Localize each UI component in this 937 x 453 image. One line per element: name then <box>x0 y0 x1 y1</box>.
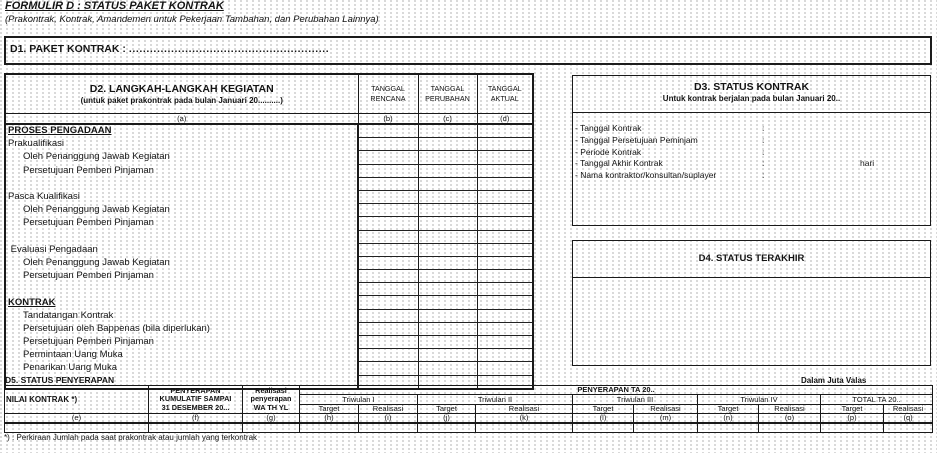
total-target-cell[interactable] <box>821 423 884 433</box>
column-code: (k) <box>476 414 573 424</box>
tanggal-aktual-cell[interactable] <box>477 177 533 190</box>
activity-row <box>5 256 533 269</box>
activity-row <box>5 309 533 322</box>
activity-label: Persetujuan Pemberi Pinjaman <box>5 336 358 349</box>
column-code: (m) <box>634 414 698 424</box>
activity-label: Evaluasi Pengadaan <box>5 243 358 256</box>
activity-label: Persetujuan Pemberi Pinjaman <box>5 217 358 230</box>
d2-title-cell <box>5 74 358 114</box>
target-header: Target <box>698 405 759 414</box>
section-label: KONTRAK <box>5 296 358 309</box>
tanggal-perubahan-cell[interactable] <box>418 164 477 177</box>
footnote: *) : Perkiraan Jumlah pada saat prakontrak atau jumlah yang terkontrak <box>4 433 258 442</box>
tanggal-perubahan-cell[interactable] <box>418 322 477 335</box>
activity-label: Penarikan Uang Muka <box>5 362 358 375</box>
tanggal-perubahan-header <box>418 74 477 114</box>
tanggal-rencana-cell[interactable] <box>358 256 418 269</box>
d5-data-row <box>5 423 933 433</box>
d1-label: D1. PAKET KONTRAK : <box>10 43 129 55</box>
field-label: - Nama kontraktor/konsultan/suplayer <box>575 170 717 181</box>
contract-field <box>575 170 925 182</box>
tanggal-rencana-cell[interactable] <box>358 362 418 375</box>
tanggal-rencana-cell[interactable] <box>358 270 418 283</box>
field-unit: hari <box>860 158 875 169</box>
header-line: PENYERAPAN <box>170 385 221 395</box>
column-code: (o) <box>759 414 821 424</box>
activity-label: Oleh Penanggung Jawab Kegiatan <box>5 256 358 269</box>
tanggal-perubahan-cell[interactable] <box>418 138 477 151</box>
d2-header-row <box>5 74 533 114</box>
d2-title: D2. LANGKAH-LANGKAH KEGIATAN <box>89 82 274 95</box>
d3-header <box>573 76 930 113</box>
field-label: - Tanggal Kontrak <box>575 123 642 133</box>
tanggal-perubahan-cell[interactable] <box>418 296 477 309</box>
tanggal-rencana-cell[interactable] <box>358 164 418 177</box>
tanggal-aktual-cell[interactable] <box>477 349 533 362</box>
triwulan-4-target-cell[interactable] <box>698 423 759 433</box>
tanggal-aktual-cell[interactable] <box>477 336 533 349</box>
form-title: FORMULIR D : STATUS PAKET KONTRAK <box>5 0 224 12</box>
activity-row <box>5 164 533 177</box>
tanggal-aktual-cell[interactable] <box>477 309 533 322</box>
d2-langkah-kegiatan-table <box>4 73 534 390</box>
tanggal-rencana-cell[interactable] <box>358 124 418 138</box>
column-code: (a) <box>5 114 358 125</box>
tanggal-aktual-cell[interactable] <box>477 204 533 217</box>
period-header: Triwulan II <box>418 395 573 405</box>
d4-header <box>573 241 930 278</box>
d4-status-terakhir-box <box>572 240 931 366</box>
tanggal-perubahan-cell[interactable] <box>418 336 477 349</box>
tanggal-perubahan-cell[interactable] <box>418 349 477 362</box>
realisasi-header: Realisasi <box>759 405 821 414</box>
header-line: TANGGAL <box>487 84 522 93</box>
column-code: (c) <box>418 114 477 125</box>
penyerapan-kumulatif-cell[interactable] <box>149 423 243 433</box>
activity-row <box>5 151 533 164</box>
d3-subtitle: Untuk kontrak berjalan pada bulan Januari 20.. <box>662 94 841 103</box>
activity-row <box>5 296 533 309</box>
tanggal-aktual-cell[interactable] <box>477 256 533 269</box>
activity-row <box>5 243 533 256</box>
tanggal-aktual-cell[interactable] <box>477 151 533 164</box>
tanggal-aktual-cell[interactable] <box>477 217 533 230</box>
penyerapan-ta-header: PENYERAPAN TA 20.. <box>300 386 933 395</box>
activity-row <box>5 349 533 362</box>
activity-label: Persetujuan Pemberi Pinjaman <box>5 270 358 283</box>
penyerapan-kumulatif-header <box>149 386 243 414</box>
tanggal-rencana-cell[interactable] <box>358 296 418 309</box>
tanggal-rencana-cell[interactable] <box>358 217 418 230</box>
column-code: (j) <box>418 414 476 424</box>
section-label: PROSES PENGADAAN <box>5 124 358 138</box>
header-line: AKTUAL <box>490 94 519 103</box>
realisasi-wa-cell[interactable] <box>243 423 300 433</box>
triwulan-3-target-cell[interactable] <box>573 423 634 433</box>
contract-field <box>575 158 925 170</box>
activity-label <box>5 283 358 296</box>
header-line: WA TH YL <box>253 402 289 412</box>
tanggal-perubahan-cell[interactable] <box>418 177 477 190</box>
tanggal-rencana-cell[interactable] <box>358 322 418 335</box>
activity-label: Persetujuan oleh Bappenas (bila diperlukan) <box>5 322 358 335</box>
activity-label: Permintaan Uang Muka <box>5 349 358 362</box>
field-value[interactable]: : <box>762 123 765 133</box>
tanggal-perubahan-cell[interactable] <box>418 243 477 256</box>
triwulan-1-realisasi-cell[interactable] <box>359 423 418 433</box>
tanggal-aktual-cell[interactable] <box>477 270 533 283</box>
field-value[interactable]: : <box>762 158 765 169</box>
activity-label: Prakualifikasi <box>5 138 358 151</box>
tanggal-aktual-header <box>477 74 533 114</box>
tanggal-perubahan-cell[interactable] <box>418 256 477 269</box>
tanggal-perubahan-cell[interactable] <box>418 204 477 217</box>
d1-paket-kontrak-box <box>4 36 932 65</box>
realisasi-header: Realisasi <box>884 405 933 414</box>
column-code: (d) <box>477 114 533 125</box>
tanggal-aktual-cell[interactable] <box>477 283 533 296</box>
activity-row <box>5 138 533 151</box>
header-line: 31 DESEMBER 20... <box>161 402 230 412</box>
period-header: Triwulan III <box>573 395 698 405</box>
tanggal-rencana-cell[interactable] <box>358 309 418 322</box>
triwulan-3-realisasi-cell[interactable] <box>634 423 698 433</box>
field-label: - Tanggal Persetujuan Peminjam <box>575 134 698 145</box>
field-value[interactable]: : <box>762 170 765 181</box>
target-header: Target <box>573 405 634 414</box>
tanggal-rencana-cell[interactable] <box>358 177 418 190</box>
tanggal-rencana-cell[interactable] <box>358 204 418 217</box>
header-line: KUMULATIF SAMPAI <box>159 394 232 404</box>
triwulan-4-realisasi-cell[interactable] <box>759 423 821 433</box>
tanggal-perubahan-cell[interactable] <box>418 283 477 296</box>
activity-row <box>5 204 533 217</box>
tanggal-rencana-cell[interactable] <box>358 230 418 243</box>
tanggal-aktual-cell[interactable] <box>477 138 533 151</box>
d2-body <box>5 124 533 389</box>
activity-label: Tandatangan Kontrak <box>5 309 358 322</box>
d1-value-field[interactable]: ......................................................... <box>128 43 330 55</box>
tanggal-rencana-cell[interactable] <box>358 349 418 362</box>
nilai-kontrak-cell[interactable] <box>5 423 149 433</box>
tanggal-aktual-cell[interactable] <box>477 124 533 138</box>
tanggal-aktual-cell[interactable] <box>477 322 533 335</box>
tanggal-rencana-cell[interactable] <box>358 151 418 164</box>
activity-row <box>5 336 533 349</box>
column-code: (n) <box>698 414 759 424</box>
realisasi-header: Realisasi <box>476 405 573 414</box>
tanggal-perubahan-cell[interactable] <box>418 230 477 243</box>
triwulan-1-target-cell[interactable] <box>300 423 359 433</box>
d5-header-row-1 <box>5 386 933 395</box>
contract-field <box>575 135 925 147</box>
tanggal-perubahan-cell[interactable] <box>418 124 477 138</box>
activity-row <box>5 177 533 190</box>
column-code: (g) <box>243 414 300 424</box>
activity-label: Persetujuan Pemberi Pinjaman <box>5 164 358 177</box>
activity-label <box>5 177 358 190</box>
column-code: (l) <box>573 414 634 424</box>
tanggal-rencana-cell[interactable] <box>358 243 418 256</box>
d5-code-row <box>5 414 933 424</box>
realisasi-header: Realisasi <box>359 405 418 414</box>
activity-label: Oleh Penanggung Jawab Kegiatan <box>5 204 358 217</box>
tanggal-rencana-header <box>358 74 418 114</box>
tanggal-perubahan-cell[interactable] <box>418 151 477 164</box>
field-value[interactable]: : <box>762 134 765 145</box>
tanggal-perubahan-cell[interactable] <box>418 270 477 283</box>
tanggal-perubahan-cell[interactable] <box>418 362 477 375</box>
d4-content-area[interactable] <box>573 278 930 364</box>
period-header: Triwulan I <box>300 395 418 405</box>
header-line: PERUBAHAN <box>425 94 470 103</box>
d3-field-list <box>575 123 925 182</box>
field-value[interactable]: : <box>762 146 765 157</box>
target-header: Target <box>300 405 359 414</box>
period-header: TOTAL TA 20.. <box>821 395 933 405</box>
tanggal-aktual-cell[interactable] <box>477 164 533 177</box>
activity-row <box>5 124 533 138</box>
activity-row <box>5 230 533 243</box>
d5-unit-note: Dalam Juta Valas <box>801 376 867 385</box>
total-realisasi-cell[interactable] <box>884 423 933 433</box>
activity-row <box>5 362 533 375</box>
tanggal-aktual-cell[interactable] <box>477 296 533 309</box>
header-line: TANGGAL <box>371 84 405 93</box>
activity-label: Oleh Penanggung Jawab Kegiatan <box>5 151 358 164</box>
d3-title: D3. STATUS KONTRAK <box>693 81 810 93</box>
triwulan-2-realisasi-cell[interactable] <box>476 423 573 433</box>
d2-subtitle: (untuk paket prakontrak pada bulan Januari 20..........) <box>80 95 283 105</box>
d2-code-row <box>5 114 533 125</box>
header-line: TANGGAL <box>430 84 465 93</box>
tanggal-aktual-cell[interactable] <box>477 362 533 375</box>
d5-status-penyerapan-table <box>4 385 933 433</box>
d4-title: D4. STATUS TERAKHIR <box>698 253 805 264</box>
field-label: - Tanggal Akhir Kontrak <box>575 158 663 169</box>
tanggal-perubahan-cell[interactable] <box>418 309 477 322</box>
realisasi-wa-header <box>243 386 300 414</box>
period-header: Triwulan IV <box>698 395 821 405</box>
realisasi-header: Realisasi <box>634 405 698 414</box>
triwulan-2-target-cell[interactable] <box>418 423 476 433</box>
tanggal-perubahan-cell[interactable] <box>418 190 477 203</box>
tanggal-aktual-cell[interactable] <box>477 190 533 203</box>
d3-status-kontrak-box <box>572 75 931 226</box>
activity-label <box>5 230 358 243</box>
contract-field <box>575 147 925 159</box>
column-code: (q) <box>884 414 933 424</box>
tanggal-aktual-cell[interactable] <box>477 243 533 256</box>
contract-field <box>575 123 925 135</box>
tanggal-aktual-cell[interactable] <box>477 230 533 243</box>
column-code: (f) <box>149 414 243 424</box>
activity-label: Pasca Kualifikasi <box>5 190 358 203</box>
tanggal-perubahan-cell[interactable] <box>418 217 477 230</box>
target-header: Target <box>821 405 884 414</box>
activity-row <box>5 270 533 283</box>
header-line: penyerapan <box>250 394 292 404</box>
column-code: (h) <box>300 414 359 424</box>
tanggal-rencana-cell[interactable] <box>358 190 418 203</box>
activity-row <box>5 322 533 335</box>
activity-row <box>5 190 533 203</box>
tanggal-rencana-cell[interactable] <box>358 138 418 151</box>
tanggal-rencana-cell[interactable] <box>358 283 418 296</box>
target-header: Target <box>418 405 476 414</box>
header-line: Realisasi <box>255 385 287 395</box>
header-line: RENCANA <box>370 94 406 103</box>
column-code: (i) <box>359 414 418 424</box>
d1-line <box>10 43 329 55</box>
form-subtitle: (Prakontrak, Kontrak, Amandemen untuk Pekerjaan Tambahan, dan Perubahan Lainnya) <box>5 14 379 25</box>
column-code: (e) <box>5 414 149 424</box>
column-code: (p) <box>821 414 884 424</box>
nilai-kontrak-header: NILAI KONTRAK *) <box>5 386 149 414</box>
activity-row <box>5 217 533 230</box>
tanggal-rencana-cell[interactable] <box>358 336 418 349</box>
field-label: - Periode Kontrak <box>575 146 642 157</box>
d5-title: D5. STATUS PENYERAPAN <box>5 375 115 385</box>
activity-row <box>5 283 533 296</box>
column-code: (b) <box>358 114 418 125</box>
